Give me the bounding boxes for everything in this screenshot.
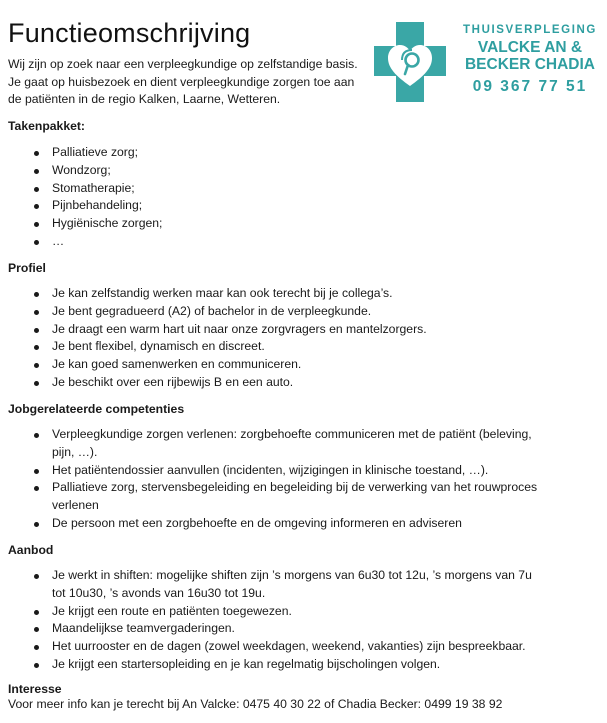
intro-line: de patiënten in de regio Kalken, Laarne, Wetteren. — [8, 92, 281, 106]
bullet-icon — [34, 328, 39, 333]
cross-heart-logo-icon — [372, 20, 448, 104]
section-heading-aanbod: Aanbod — [8, 543, 54, 557]
bullet-icon — [34, 574, 39, 579]
bullet-icon — [34, 222, 39, 227]
bullet-icon — [34, 610, 39, 615]
bullet-icon — [34, 151, 39, 156]
page-title: Functieomschrijving — [8, 18, 251, 48]
bullet-icon — [34, 169, 39, 174]
list-item-text: Je krijgt een route en patiënten toegewezen. — [52, 603, 292, 618]
intro-paragraph — [8, 56, 378, 109]
bullet-icon — [34, 522, 39, 527]
list-item — [0, 233, 542, 251]
logo-name-line: BECKER CHADIA — [464, 56, 596, 73]
list-item — [0, 479, 542, 515]
takenpakket-list — [0, 144, 542, 251]
logo-phone: 09 367 77 51 — [472, 78, 588, 95]
list-item-text: Je kan goed samenwerken en communiceren. — [52, 357, 302, 372]
list-item — [0, 620, 542, 638]
section-heading-takenpakket: Takenpakket: — [8, 119, 85, 133]
bullet-icon — [34, 204, 39, 209]
bullet-icon — [34, 310, 39, 315]
list-item — [0, 197, 542, 215]
bullet-icon — [34, 469, 39, 474]
list-item — [0, 321, 542, 339]
list-item-text: Stomatherapie; — [52, 180, 135, 195]
bullet-icon — [34, 645, 39, 650]
list-item — [0, 215, 542, 233]
competenties-list — [0, 426, 542, 533]
list-item-text: … — [52, 233, 65, 248]
list-item — [0, 285, 542, 303]
bullet-icon — [34, 486, 39, 491]
list-item-text: De persoon met een zorgbehoefte en de omgeving informeren en adviseren — [52, 515, 462, 530]
section-heading-competenties: Jobgerelateerde competenties — [8, 402, 185, 416]
list-item — [0, 144, 542, 162]
list-item — [0, 515, 542, 533]
list-item-text: Palliatieve zorg; — [52, 145, 139, 159]
logo-tagline: THUISVERPLEGING — [463, 24, 597, 36]
list-item-text: Je draagt een warm hart uit naar onze zorgvragers en mantelzorgers. — [52, 321, 427, 336]
list-item-text: Wondzorg; — [52, 162, 111, 177]
list-item-text: Je krijgt een startersopleiding en je kan regelmatig bijscholingen volgen. — [52, 656, 441, 671]
logo-name-line: VALCKE AN & — [477, 39, 583, 56]
bullet-icon — [34, 363, 39, 368]
list-item — [0, 638, 542, 656]
contact-info: Voor meer info kan je terecht bij An Valcke: 0475 40 30 22 of Chadia Becker: 0499 19 38 92 — [8, 697, 503, 711]
intro-line: Je gaat op huisbezoek en dient verpleegkundige zorgen toe aan — [8, 74, 355, 89]
bullet-icon — [34, 663, 39, 668]
list-item — [0, 180, 542, 198]
list-item — [0, 356, 542, 374]
list-item-text: Je bent gegradueerd (A2) of bachelor in de verpleegkunde. — [52, 303, 372, 318]
intro-line: Wij zijn op zoek naar een verpleegkundige op zelfstandige basis. — [8, 57, 358, 71]
list-item — [0, 426, 542, 462]
list-item-text: Je bent flexibel, dynamisch en discreet. — [52, 339, 265, 354]
list-item — [0, 374, 542, 392]
company-logo — [372, 20, 604, 104]
bullet-icon — [34, 433, 39, 438]
logo-names — [456, 39, 604, 73]
list-item-text: Je beschikt over een rijbewijs B en een auto. — [52, 374, 294, 389]
list-item — [0, 656, 542, 674]
list-item-text: Palliatieve zorg, stervensbegeleiding en begeleiding bij de verwerking van het rouwproces verlenen — [52, 480, 538, 513]
list-item — [0, 462, 542, 480]
profiel-list — [0, 285, 542, 392]
list-item-text: Verpleegkundige zorgen verlenen: zorgbehoefte communiceren met de patiënt (beleving, pijn, …). — [52, 427, 532, 459]
list-item-text: Het patiëntendossier aanvullen (incidenten, wijzigingen in klinische toestand, …). — [52, 462, 489, 477]
list-item-text: Hygiënische zorgen; — [52, 216, 163, 231]
list-item — [0, 162, 542, 180]
bullet-icon — [34, 240, 39, 245]
list-item-text: Je werkt in shiften: mogelijke shiften zijn ’s morgens van 6u30 tot 12u, ’s morgens van 7u tot 10u30, ’s avonds van 16u30 tot 19u. — [52, 568, 532, 600]
bullet-icon — [34, 627, 39, 632]
list-item-text: Het uurrooster en de dagen (zowel weekdagen, weekend, vakanties) zijn bespreekbaar. — [52, 639, 526, 654]
section-heading-profiel: Profiel — [8, 261, 46, 275]
bullet-icon — [34, 187, 39, 192]
list-item — [0, 603, 542, 621]
aanbod-list — [0, 567, 542, 674]
list-item — [0, 303, 542, 321]
bullet-icon — [34, 381, 39, 386]
list-item-text: Pijnbehandeling; — [52, 198, 143, 213]
bullet-icon — [34, 292, 39, 297]
list-item-text: Je kan zelfstandig werken maar kan ook terecht bij je collega’s. — [52, 286, 393, 300]
list-item-text: Maandelijkse teamvergaderingen. — [52, 621, 235, 636]
list-item — [0, 567, 542, 603]
list-item — [0, 338, 542, 356]
section-heading-interesse: Interesse — [8, 682, 62, 696]
bullet-icon — [34, 345, 39, 350]
